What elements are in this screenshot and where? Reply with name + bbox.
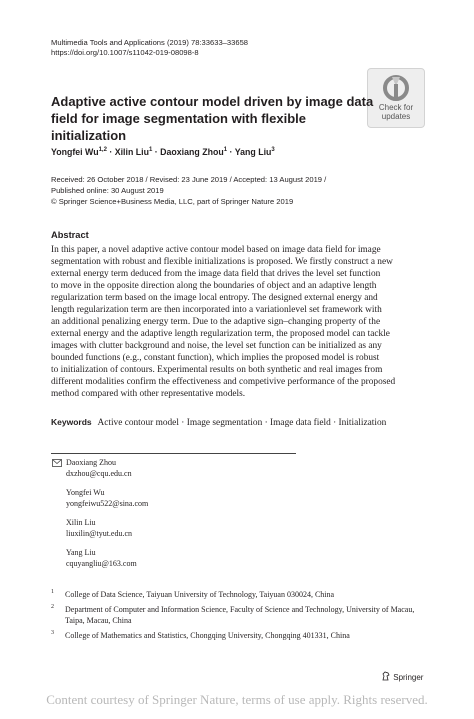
- author-name[interactable]: Yongfei Wu: [51, 147, 99, 157]
- keyword-separator: ·: [262, 418, 271, 428]
- contact-email[interactable]: yongfeiwu522@sina.com: [66, 499, 149, 508]
- keyword-separator: ·: [330, 418, 339, 428]
- abstract-line: bounded functions (e.g., constant function), which implies the proposed model is robust: [51, 353, 380, 363]
- author-affil-sup: 1: [148, 147, 153, 154]
- contact-name: Yang Liu: [66, 548, 96, 557]
- title-line2: field for image segmentation with flexible initialization: [51, 111, 306, 143]
- doi-link[interactable]: https://doi.org/10.1007/s11042-019-08098-8: [51, 48, 199, 57]
- keywords: [51, 417, 386, 428]
- contact-email[interactable]: dxzhou@cqu.edu.cn: [66, 469, 132, 478]
- abstract-line: segmentation with robust and flexible initializations is proposed. We firstly construct a new: [51, 257, 393, 267]
- abstract-line: an additional penalizing energy term. Due to the adaptive sign–changing property of the: [51, 317, 381, 327]
- springer-wordmark: Springer: [393, 673, 424, 682]
- author-name[interactable]: Xilin Liu: [114, 147, 149, 157]
- abstract-line: regularization term based on the image local entropy. The designed external energy and: [51, 293, 378, 303]
- author-separator: ·: [109, 147, 113, 157]
- courtesy-watermark: Content courtesy of Springer Nature, terms of use apply. Rights reserved.: [46, 692, 428, 707]
- contact-name: Xilin Liu: [66, 518, 96, 527]
- badge-label-line2: updates: [381, 112, 411, 121]
- abstract-line: length regularization term are then incorporated into a variationlevel set framework with: [51, 305, 382, 315]
- springer-logo: [381, 671, 423, 682]
- affiliation-number: 3: [51, 630, 54, 636]
- author-list: [51, 147, 275, 157]
- author-affil-sup: 1: [223, 147, 228, 154]
- contact-entry: [66, 457, 132, 479]
- keywords-label: Keywords: [51, 417, 92, 427]
- abstract-line: external energy and the adaptive length regularization term, the proposed model can tackle: [51, 329, 390, 339]
- abstract-line: method compared with other representative models.: [51, 389, 246, 399]
- contact-email[interactable]: cquyangliu@163.com: [66, 559, 137, 568]
- contact-entry: [66, 487, 148, 509]
- abstract-body: [51, 244, 423, 400]
- contact-email[interactable]: liuxilin@tyut.edu.cn: [66, 529, 133, 538]
- author-separator: ·: [154, 147, 158, 157]
- springer-horse-icon: [381, 671, 391, 681]
- affiliation-text: College of Mathematics and Statistics, Chongqing University, Chongqing 401331, China: [65, 631, 350, 640]
- contact-entry: [66, 547, 137, 569]
- abstract-line: images with clutter background and noise, the level set function can be initialized as any: [51, 341, 382, 351]
- abstract-line: different modalities confirm the effectiveness and competivive performance of the proposed: [51, 377, 396, 387]
- dates-line2: Published online: 30 August 2019: [51, 186, 164, 195]
- keyword-separator: ·: [178, 418, 187, 428]
- contact-name: Yongfei Wu: [66, 488, 105, 497]
- abstract-line: In this paper, a novel adaptive active contour model based on image data field for image: [51, 245, 381, 255]
- paper-title: [51, 93, 381, 144]
- contact-name: Daoxiang Zhou: [66, 458, 116, 467]
- dates-line1: Received: 26 October 2018 / Revised: 23 June 2019 / Accepted: 13 August 2019 /: [51, 175, 327, 184]
- contact-entry: [66, 517, 132, 539]
- author-separator: ·: [229, 147, 233, 157]
- affiliation-number: 2: [51, 604, 54, 610]
- abstract-line: to move in the opposite direction along the boundaries of object and an adaptive length: [51, 281, 377, 291]
- envelope-icon: [52, 459, 62, 467]
- abstract-line: to initialization of contours. Experimental results on both synthetic and real images from: [51, 365, 383, 375]
- author-name[interactable]: Daoxiang Zhou: [160, 147, 224, 157]
- author-name[interactable]: Yang Liu: [234, 147, 272, 157]
- abstract-line: external energy term deduced from the image data field that drives the level set function: [51, 269, 381, 279]
- affiliation-text: Department of Computer and Information Science, Faculty of Science and Technology, University of Macau, Taipa, Macau, China: [65, 605, 415, 625]
- keyword-item: Image segmentation: [186, 418, 263, 428]
- check-for-updates-icon: [382, 74, 410, 102]
- title-line1: Adaptive active contour model driven by image data: [51, 94, 374, 109]
- copyright-line: © Springer Science+Business Media, LLC, part of Springer Nature 2019: [51, 197, 294, 206]
- keyword-item: Active contour model: [97, 418, 179, 428]
- abstract-heading: Abstract: [51, 230, 89, 240]
- author-affil-sup: 3: [271, 147, 275, 154]
- affiliation-text: College of Data Science, Taiyuan University of Technology, Taiyuan 030024, China: [65, 590, 335, 599]
- badge-label-line1: Check for: [378, 103, 414, 112]
- author-affil-sup: 1,2: [98, 147, 107, 154]
- publication-dates: [51, 174, 411, 207]
- keyword-item: Image data field: [270, 418, 331, 428]
- affiliation-number: 1: [51, 589, 54, 595]
- journal-citation: Multimedia Tools and Applications (2019) 78:33633–33658: [51, 38, 249, 47]
- keyword-item: Initialization: [338, 418, 387, 428]
- footnote-divider: [51, 453, 296, 454]
